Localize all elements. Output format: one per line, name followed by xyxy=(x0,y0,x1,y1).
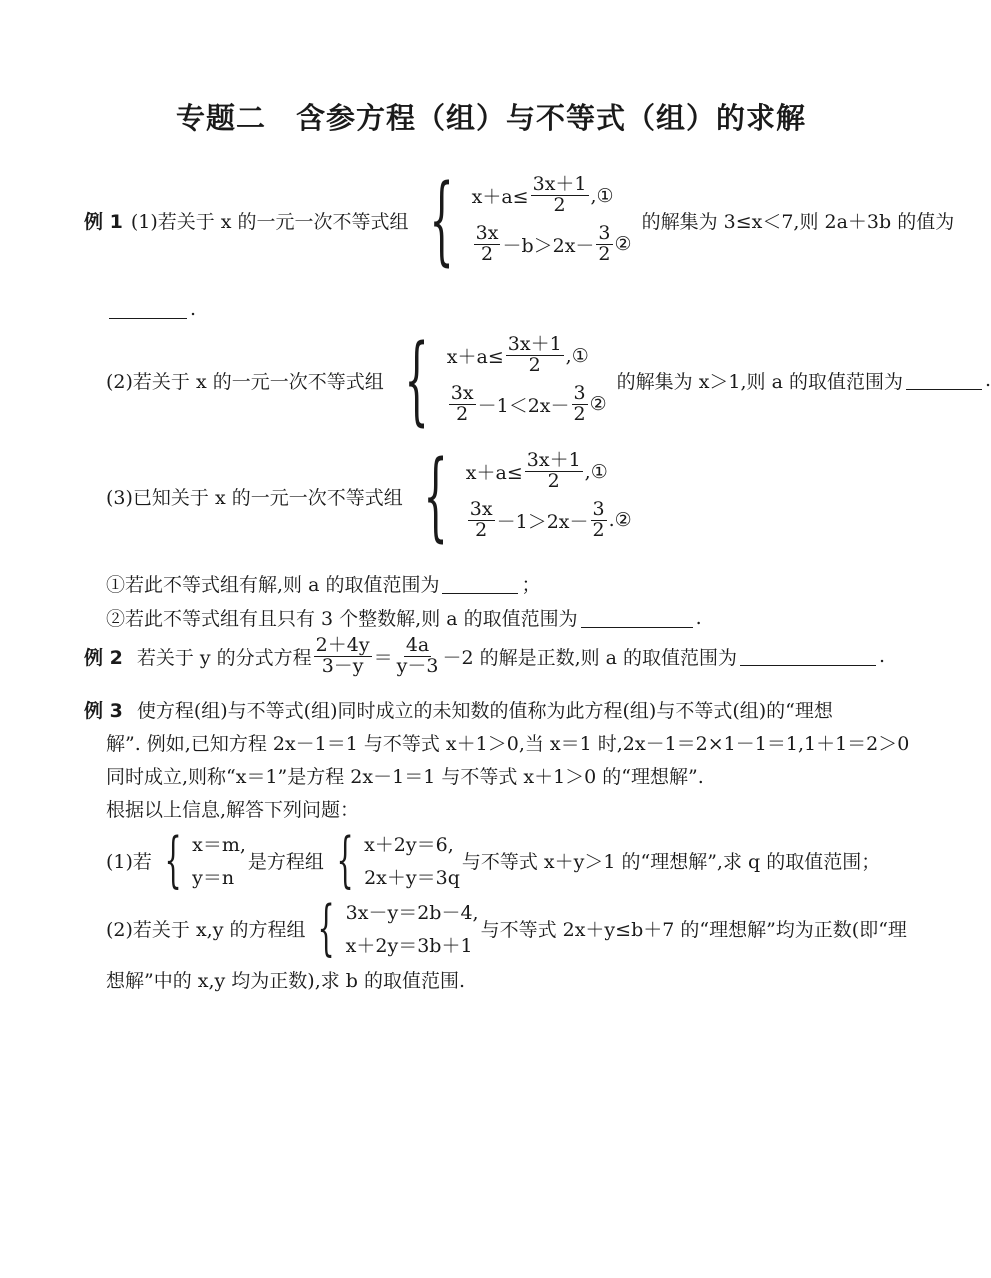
example-3-line-3: 同时成立,则称“x＝1”是方程 2x－1＝1 与不等式 x＋1＞0 的“理想解”. xyxy=(106,766,704,788)
example-1-part-2 xyxy=(106,324,991,436)
row1-left: x＋a≤ xyxy=(471,186,529,209)
fraction-den: 2 xyxy=(528,354,541,377)
example-3-label: 例 3 xyxy=(84,700,123,722)
example-1-label: 例 1 xyxy=(84,210,123,233)
fraction-num: 3x xyxy=(469,498,493,520)
fraction xyxy=(506,335,564,376)
equation-system xyxy=(326,825,460,895)
example-3-line-4: 根据以上信息,解答下列问题： xyxy=(106,799,360,821)
ex1-p1-answer-line xyxy=(106,298,196,320)
answer-blank[interactable] xyxy=(442,574,518,594)
q1-suffix: 与不等式 x＋y＞1 的“理想解”,求 q 的取值范围； xyxy=(461,850,881,873)
row2-label: .② xyxy=(608,509,632,532)
inequality-system xyxy=(405,440,632,552)
equation-system xyxy=(307,893,479,963)
fraction-den: 2 xyxy=(456,402,469,425)
answer-blank[interactable] xyxy=(740,646,876,666)
paragraph-text: 使方程(组)与不等式(组)同时成立的未知数的值称为此方程(组)与不等式(组)的“理想 xyxy=(136,700,833,722)
fraction-den: 3－y xyxy=(321,654,364,677)
system-row: x＋2y＝6, xyxy=(364,834,454,856)
fraction-den: y－3 xyxy=(396,654,439,677)
left-brace: { xyxy=(336,825,354,895)
left-brace: { xyxy=(317,893,336,963)
answer-blank[interactable] xyxy=(581,608,693,628)
inequality-system xyxy=(386,324,607,436)
ex1-p3-question-2 xyxy=(106,604,702,631)
ex2-prefix: 若关于 y 的分式方程 xyxy=(136,646,312,669)
fraction-den: 2 xyxy=(553,194,566,217)
fraction xyxy=(525,451,583,492)
ex1-p2-prefix: (2)若关于 x 的一元一次不等式组 xyxy=(106,370,384,393)
period: . xyxy=(879,645,886,668)
fraction-num: 3 xyxy=(592,498,605,520)
example-2 xyxy=(84,636,885,677)
answer-blank[interactable] xyxy=(906,370,982,390)
period: . xyxy=(695,606,702,629)
left-brace: { xyxy=(404,324,429,436)
equation-system xyxy=(154,825,246,895)
fraction xyxy=(395,636,441,677)
fraction-den: 2 xyxy=(547,470,560,493)
fraction xyxy=(474,224,501,265)
fraction xyxy=(468,500,495,541)
fraction-den: 2 xyxy=(573,402,586,425)
example-3-line-1 xyxy=(84,696,833,723)
example-1-part-1 xyxy=(84,164,955,276)
fraction-num: 3x xyxy=(475,222,499,244)
inequality-system xyxy=(411,164,632,276)
ex1-p1-suffix: 的解集为 3≤x＜7,则 2a＋3b 的值为 xyxy=(641,210,955,233)
fraction xyxy=(314,636,372,677)
q2-prefix: (2)若关于 x,y 的方程组 xyxy=(106,918,306,941)
system-row: y＝n xyxy=(192,867,235,889)
fraction-num: 4a xyxy=(405,634,430,656)
question-text: ②若此不等式组有且只有 3 个整数解,则 a 的取值范围为 xyxy=(106,608,578,630)
answer-blank[interactable] xyxy=(109,299,187,319)
example-2-label: 例 2 xyxy=(84,646,123,669)
row2-label: ② xyxy=(614,233,632,256)
fraction-num: 3x＋1 xyxy=(526,449,581,472)
q1-prefix: (1)若 xyxy=(106,850,152,873)
page-title: 专题二 含参方程（组）与不等式（组）的求解 xyxy=(175,101,806,135)
row2-mid: －1＜2x－ xyxy=(477,394,570,417)
example-3-part-2-line-2: 想解”中的 x,y 均为正数),求 b 的取值范围. xyxy=(106,970,466,992)
fraction-den: 2 xyxy=(475,518,488,541)
fraction-den: 2 xyxy=(481,242,494,265)
system-row: 3x－y＝2b－4, xyxy=(345,902,479,924)
left-brace: { xyxy=(423,440,448,552)
fraction xyxy=(596,224,612,265)
punctuation: ； xyxy=(521,574,541,596)
fraction xyxy=(591,500,607,541)
fraction xyxy=(572,384,588,425)
row1-label: ,① xyxy=(584,460,608,483)
period: . xyxy=(190,298,197,320)
q2-suffix: 与不等式 2x＋y≤b＋7 的“理想解”均为正数(即“理 xyxy=(480,918,907,941)
row2-label: ② xyxy=(589,393,607,416)
row2-mid: －b＞2x－ xyxy=(502,234,595,257)
fraction-num: 3x＋1 xyxy=(532,173,587,196)
row1-left: x＋a≤ xyxy=(446,346,504,369)
q1-mid: 是方程组 xyxy=(247,850,324,873)
example-1-part-3 xyxy=(106,440,634,552)
left-brace: { xyxy=(428,164,454,276)
system-row: x＋2y＝3b＋1 xyxy=(345,935,473,957)
row2-mid: －1＞2x－ xyxy=(496,510,589,533)
fraction-num: 3x＋1 xyxy=(507,333,562,356)
example-3-part-1 xyxy=(106,825,881,895)
row1-label: ,① xyxy=(565,344,589,367)
example-3-part-2 xyxy=(106,893,907,963)
fraction-num: 3x xyxy=(450,382,474,404)
fraction-num: 3 xyxy=(598,222,611,244)
fraction-num: 3 xyxy=(573,382,586,404)
system-row: 2x＋y＝3q xyxy=(364,867,460,889)
fraction xyxy=(531,175,589,216)
ex1-p3-prefix: (3)已知关于 x 的一元一次不等式组 xyxy=(106,486,403,509)
left-brace: { xyxy=(164,825,182,895)
fraction-den: 2 xyxy=(592,518,605,541)
ex1-p2-suffix: 的解集为 x＞1,则 a 的取值范围为 xyxy=(616,370,903,393)
row1-label: ,① xyxy=(590,184,614,207)
period: . xyxy=(984,369,991,391)
equals-sign: ＝ xyxy=(373,646,393,669)
ex2-mid: －2 的解是正数,则 a 的取值范围为 xyxy=(442,646,738,669)
ex1-p3-question-1 xyxy=(106,570,540,597)
ex1-p1-prefix: (1)若关于 x 的一元一次不等式组 xyxy=(130,210,409,233)
row1-left: x＋a≤ xyxy=(465,462,523,485)
fraction-den: 2 xyxy=(598,242,611,265)
fraction-num: 2＋4y xyxy=(315,634,370,656)
example-3-line-2: 解”. 例如,已知方程 2x－1＝1 与不等式 x＋1＞0,当 x＝1 时,2x－1＝2×1－1＝1,1＋1＝2＞0 xyxy=(106,733,910,755)
fraction xyxy=(449,384,476,425)
system-row: x＝m, xyxy=(192,834,246,856)
question-text: ①若此不等式组有解,则 a 的取值范围为 xyxy=(106,574,440,596)
